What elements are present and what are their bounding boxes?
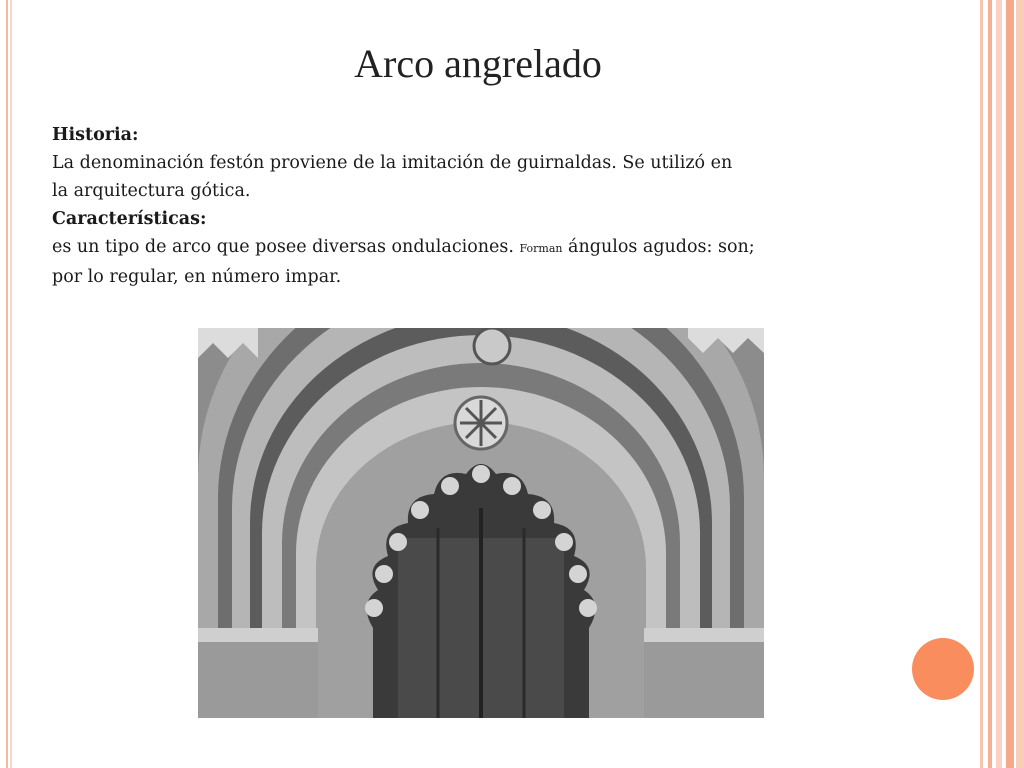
historia-text-line1: La denominación festón proviene de la imitación de guirnaldas. Se utilizó en bbox=[52, 153, 733, 173]
caract-text-part-a: es un tipo de arco que posee diversas ondulaciones. bbox=[52, 237, 520, 257]
historia-text-line2: la arquitectura gótica. bbox=[52, 181, 251, 201]
arch-photo bbox=[198, 328, 764, 718]
slide-title: Arco angrelado bbox=[354, 41, 602, 86]
caracteristicas-text-line1 bbox=[52, 233, 912, 263]
caracteristicas-text-line2: por lo regular, en número impar. bbox=[52, 267, 342, 287]
caract-text-small: Forman bbox=[519, 242, 563, 255]
decorative-orange-circle bbox=[912, 638, 974, 700]
left-border-inner bbox=[10, 0, 12, 768]
slide-body bbox=[52, 121, 912, 291]
caract-text-part-b: ángulos agudos: son; bbox=[562, 237, 755, 257]
caracteristicas-heading: Características: bbox=[52, 209, 207, 229]
left-border bbox=[6, 0, 8, 768]
historia-heading: Historia: bbox=[52, 125, 139, 145]
